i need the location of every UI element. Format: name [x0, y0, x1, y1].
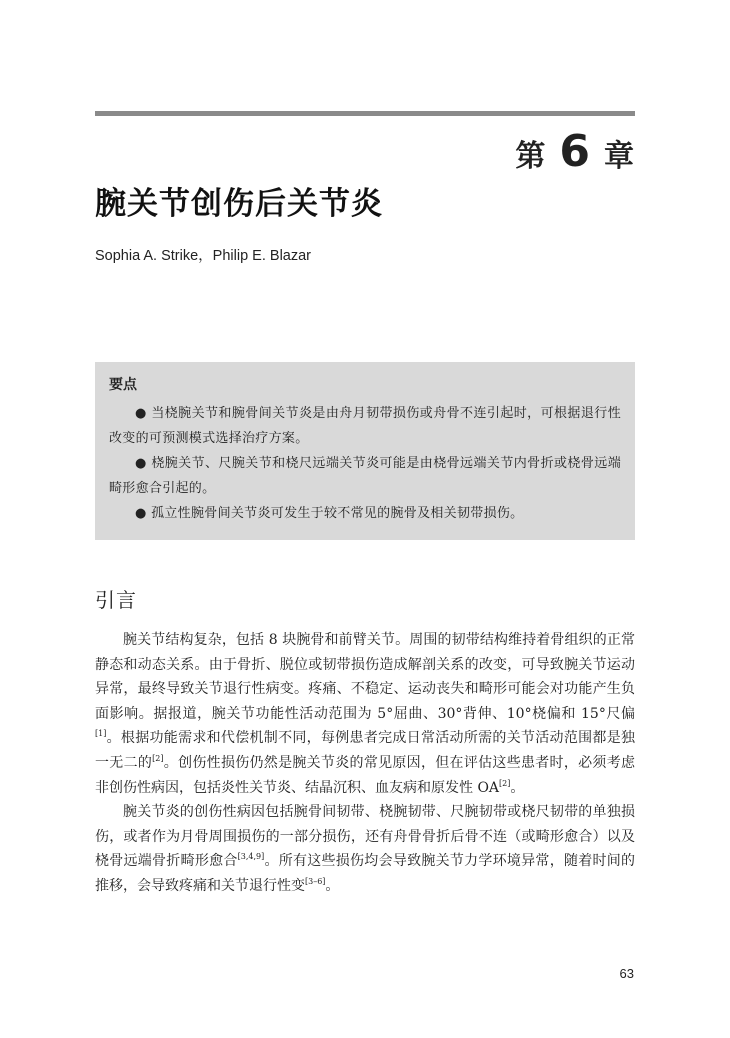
chapter-title: 腕关节创伤后关节炎 [95, 186, 383, 222]
page-number: 63 [619, 966, 634, 981]
chapter-label [515, 126, 634, 177]
paragraph-2 [95, 800, 635, 898]
body-text [95, 628, 635, 899]
chapter-number: 6 [559, 126, 590, 177]
key-point-item: ● 桡腕关节、尺腕关节和桡尺远端关节炎可能是由桡骨远端关节内骨折或桡骨远端畸形愈合引起的。 [109, 456, 621, 496]
text-run: 。根据功能需求和代偿机制不同，每例患者完成日常活动所需的关节活动范围都是独一无二的 [95, 730, 635, 771]
text-run: 。所有这些损伤均会导致腕关节力学环境异常，随着时间的推移，会导致疼痛和关节退行性变 [95, 853, 635, 894]
paragraph-1 [95, 628, 635, 800]
section-heading: 引言 [95, 588, 137, 612]
key-point-item: ● 当桡腕关节和腕骨间关节炎是由舟月韧带损伤或舟骨不连引起时，可根据退行性改变的可预测模式选择治疗方案。 [109, 406, 621, 446]
header-rule [95, 111, 635, 116]
citation-ref: [3–6] [305, 876, 326, 886]
chapter-word-suffix: 章 [604, 139, 634, 174]
text-run: 腕关节结构复杂，包括 8 块腕骨和前臂关节。周围的韧带结构维持着骨组织的正常静态和动态关系。由于骨折、脱位或韧带损伤造成解剖关系的改变，可导致腕关节运动异常，最终导致关节退行性病变。疼痛、不稳定、运动丧失和畸形可能会对功能产生负面影响。据报道，腕关节功能性活动范围为 5°屈曲、30°背伸、10°桡偏和 15°尺偏 [95, 632, 635, 722]
text-run: 腕关节炎的创伤性病因包括腕骨间韧带、桡腕韧带、尺腕韧带或桡尺韧带的单独损伤，或者作为月骨周围损伤的一部分损伤，还有舟骨骨折后骨不连（或畸形愈合）以及桡骨远端骨折畸形愈合 [95, 804, 635, 870]
citation-ref: [2] [152, 753, 164, 763]
authors: Sophia A. Strike，Philip E. Blazar [95, 248, 311, 264]
citation-ref: [2] [499, 778, 511, 788]
text-run: 。 [325, 877, 340, 894]
key-point-item: ● 孤立性腕骨间关节炎可发生于较不常见的腕骨及相关韧带损伤。 [135, 506, 524, 521]
key-points-heading: 要点 [109, 377, 137, 393]
citation-ref: [3,4,9] [237, 852, 265, 862]
text-run: 。创伤性损伤仍然是腕关节炎的常见原因，但在评估这些患者时，必须考虑非创伤性病因，包括炎性关节炎、结晶沉积、血友病和原发性 OA [95, 754, 636, 796]
chapter-word-prefix: 第 [515, 139, 546, 174]
citation-ref: [1] [95, 729, 107, 739]
key-points-box [95, 362, 635, 540]
text-run: 。 [510, 779, 525, 796]
